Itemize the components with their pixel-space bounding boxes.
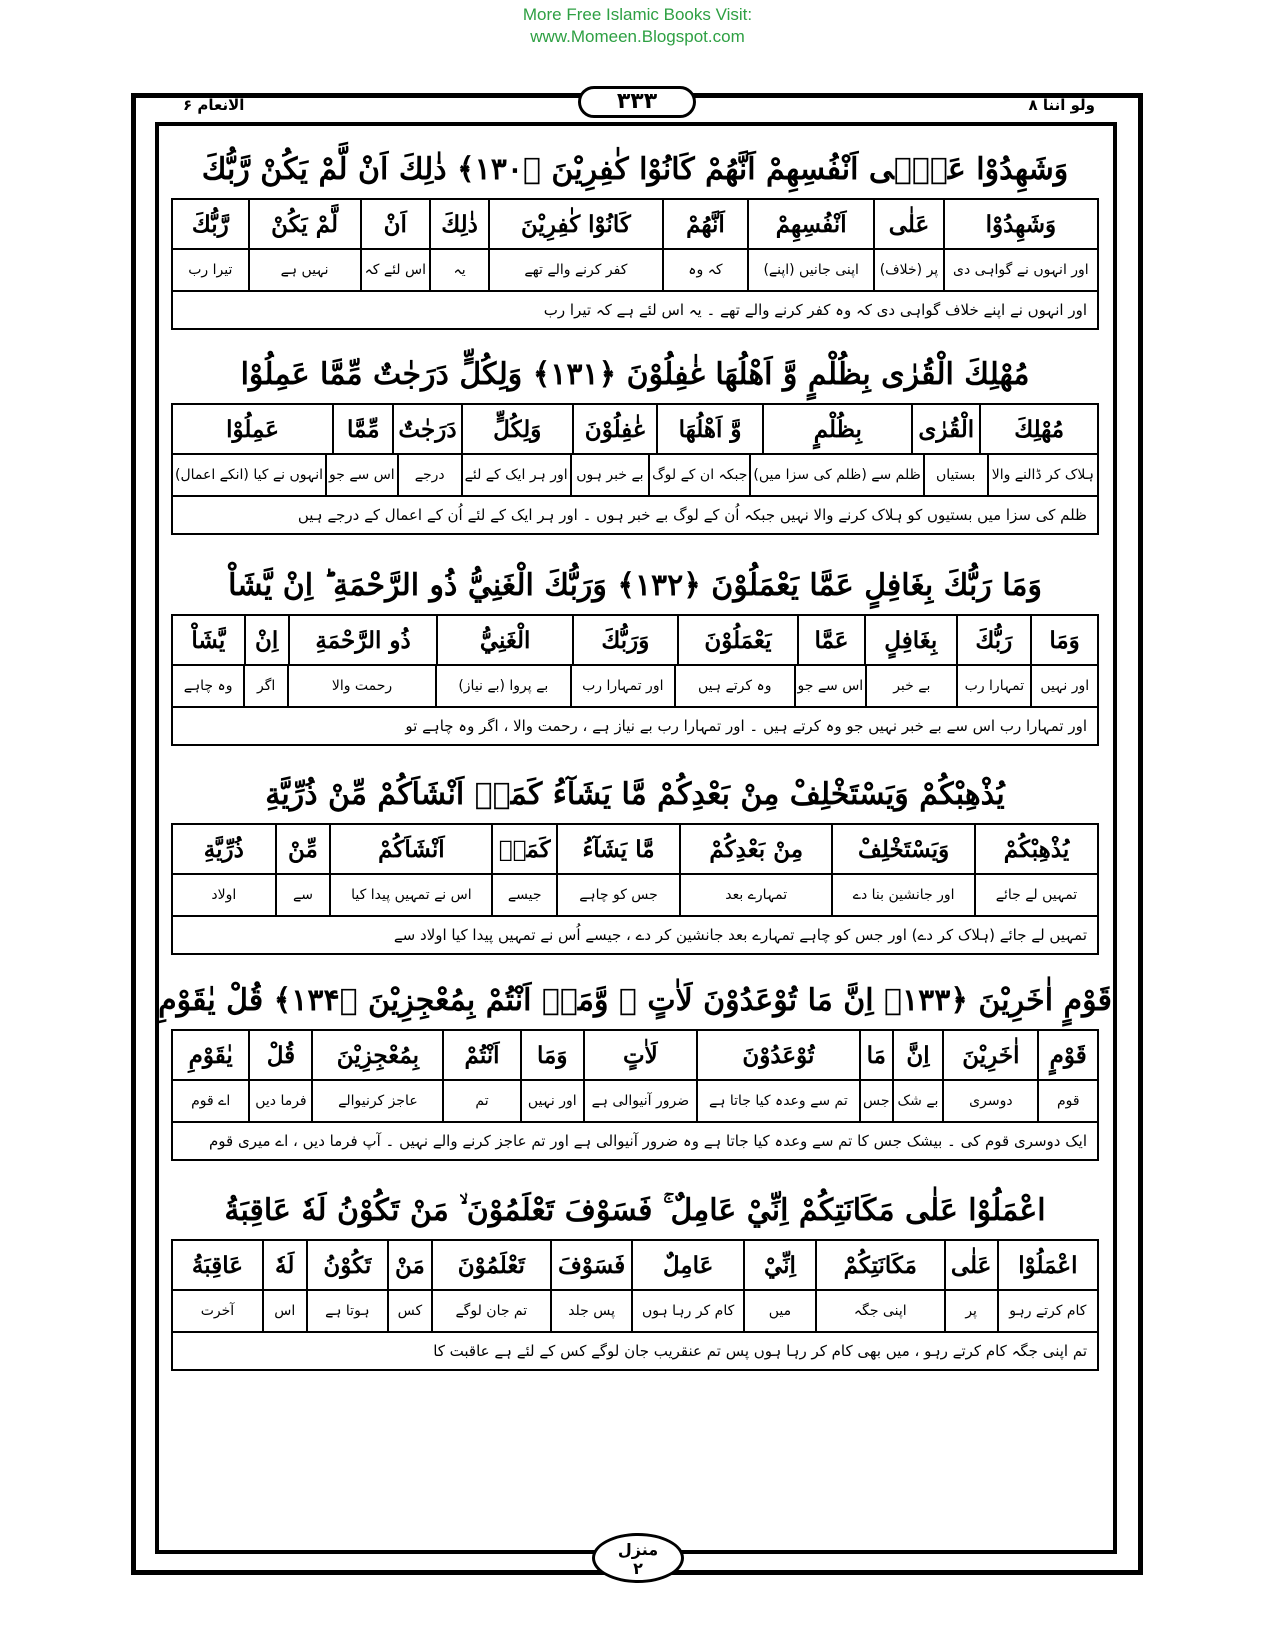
arabic-word-cell: مَكَانَتِكُمْ: [815, 1241, 944, 1289]
arabic-word-cell: فَسَوْفَ: [550, 1241, 631, 1289]
arabic-verse-line: اعْمَلُوْا عَلٰى مَكَانَتِكُمْ اِنِّيْ عَامِلٌ ۚ فَسَوْفَ تَعْلَمُوْنَ ۙ مَنْ تَكُوْنُ لَهٗ عَاقِبَةُ: [224, 1192, 1046, 1228]
promo-link[interactable]: www.Momeen.Blogspot.com: [530, 27, 745, 46]
urdu-meaning-cell: اولاد: [211, 887, 237, 903]
arabic-word-cell: يُذْهِبْكُمْ: [974, 825, 1097, 873]
verse-section: [171, 1181, 1099, 1371]
manzil-label: منزل: [617, 1540, 659, 1559]
arabic-word-cell: الْقُرٰى: [911, 405, 979, 453]
arabic-word-cell: وَمَا: [1030, 616, 1097, 664]
arabic-word-cell: مَنْ: [387, 1241, 431, 1289]
arabic-word-cell: غٰفِلُوْنَ: [572, 405, 656, 453]
urdu-meaning-cell: ہلاک کر ڈالنے والا: [987, 455, 1097, 495]
manzil-badge: [592, 1533, 684, 1583]
urdu-meaning-cell: وہ چاہے: [183, 678, 233, 694]
urdu-meaning-cell: اس سے جو: [325, 455, 397, 495]
arabic-verse-line: قَوْمٍ اٰخَرِيْنَ ﴿۱۳۳﴾ اِنَّ مَا تُوْعَدُوْنَ لَاٰتٍ ۙ وَّمَاۤ اَنْتُمْ بِمُعْجِزِيْنَ ﴿۱۳۴﴾ قُلْ يٰقَوْمِ: [158, 982, 1112, 1018]
word-by-word-table: [171, 198, 1099, 292]
arabic-word-cell: رَبُّكَ: [956, 616, 1031, 664]
arabic-word-cell: اٰخَرِيْنَ: [942, 1031, 1037, 1079]
juz-name-label: ولو اننا ۸: [1028, 96, 1095, 114]
urdu-meaning-cell: یہ: [429, 250, 488, 290]
urdu-translation-line: اور انہوں نے اپنے خلاف گواہی دی کہ وہ کفر کرنے والے تھے ۔ یہ اس لئے ہے کہ تیرا رب: [171, 292, 1099, 330]
arabic-word-cell: لَاٰتٍ: [583, 1031, 696, 1079]
urdu-translation-line: ایک دوسری قوم کی ۔ بیشک جس کا تم سے وعدہ کیا جاتا ہے وہ ضرور آنیوالی ہے اور تم عاجز کرنے والے نہیں ۔ آپ فرما دیں ، اے میری قوم: [171, 1123, 1099, 1161]
arabic-word-cell: وَمَا: [520, 1031, 583, 1079]
urdu-meaning-cell: اس: [262, 1291, 306, 1331]
arabic-word-cell: بِظُلْمٍ: [762, 405, 911, 453]
urdu-meaning-cell: درجے: [397, 455, 461, 495]
urdu-meaning-cell: اور تمہارا رب: [570, 666, 674, 706]
urdu-meaning-cell: ہوتا ہے: [306, 1291, 387, 1331]
arabic-word-cell: يَّشَاْ: [191, 626, 226, 654]
urdu-meaning-cell: تمہیں لے جائے: [974, 875, 1097, 915]
arabic-word-cell: اَنْتُمْ: [442, 1031, 519, 1079]
arabic-word-cell: اِنَّ: [892, 1031, 943, 1079]
urdu-meaning-cell: جیسے: [491, 875, 556, 915]
arabic-word-cell: مَا: [859, 1031, 892, 1079]
arabic-word-cell: عَاقِبَةُ: [191, 1251, 243, 1279]
urdu-meaning-cell: پر: [944, 1291, 997, 1331]
surah-name-label: الانعام ۶: [183, 96, 245, 114]
arabic-word-cell: اَنْفُسِهِمْ: [747, 200, 873, 248]
urdu-meaning-cell: تمہارے بعد: [679, 875, 831, 915]
arabic-word-cell: وَّ اَهْلُهَا: [656, 405, 763, 453]
arabic-word-cell: اَنْ: [360, 200, 430, 248]
urdu-meaning-cell: اے قوم: [191, 1093, 231, 1109]
urdu-meaning-cell: انہوں نے کیا (انکے اعمال): [175, 467, 323, 483]
urdu-translation-line: تمہیں لے جائے (ہلاک کر دے) اور جس کو چاہے تمہارے بعد جانشین کر دے ، جیسے اُس نے تمہیں پیدا کیا اولاد سے: [171, 917, 1099, 955]
urdu-meaning-cell: فرما دیں: [248, 1081, 311, 1121]
urdu-meaning-cell: اپنی جانیں (اپنے): [747, 250, 873, 290]
urdu-meaning-cell: نہیں ہے: [248, 250, 360, 290]
urdu-meaning-cell: وہ کرتے ہیں: [674, 666, 794, 706]
arabic-word-cell: مِنْ بَعْدِكُمْ: [679, 825, 831, 873]
arabic-word-cell: كَانُوْا كٰفِرِيْنَ: [488, 200, 662, 248]
arabic-word-cell: بِغَافِلٍ: [864, 616, 956, 664]
promo-line-1: More Free Islamic Books Visit:: [522, 5, 753, 24]
promo-banner: [0, 4, 1275, 48]
urdu-meaning-cell: قوم: [1037, 1081, 1097, 1121]
arabic-word-cell: ذٰلِكَ: [429, 200, 488, 248]
arabic-word-cell: عَلٰى: [873, 200, 943, 248]
word-by-word-table: [171, 1029, 1099, 1123]
urdu-meaning-cell: دوسری: [942, 1081, 1037, 1121]
urdu-meaning-cell: جس: [859, 1081, 892, 1121]
urdu-meaning-cell: اس سے جو: [794, 666, 866, 706]
arabic-word-cell: تَكُوْنُ: [306, 1241, 387, 1289]
urdu-meaning-cell: تیرا رب: [188, 262, 233, 278]
arabic-word-cell: يٰقَوْمِ: [188, 1041, 233, 1069]
urdu-meaning-cell: پر (خلاف): [873, 250, 943, 290]
arabic-word-cell: اِنْ: [244, 616, 288, 664]
urdu-meanings-row: [173, 1081, 1097, 1121]
urdu-meaning-cell: اور جانشین بنا دے: [831, 875, 974, 915]
arabic-word-cell: دَرَجٰتٌ: [392, 405, 460, 453]
urdu-meaning-cell: بے شک: [892, 1081, 943, 1121]
urdu-meanings-row: [173, 666, 1097, 706]
page-number-badge: ۳۳۳: [578, 86, 696, 118]
urdu-meaning-cell: بستیاں: [923, 455, 987, 495]
arabic-word-cell: مُهْلِكَ: [979, 405, 1097, 453]
word-by-word-table: [171, 614, 1099, 708]
arabic-verse-line: وَشَهِدُوْا عَلٰۤى اَنْفُسِهِمْ اَنَّهُمْ كَانُوْا كٰفِرِيْنَ ﴿۱۳۰﴾ ذٰلِكَ اَنْ لَّمْ يَكُنْ رَّبُّكَ: [201, 151, 1069, 187]
urdu-meaning-cell: بے خبر ہوں: [570, 455, 648, 495]
arabic-verse-line: مُهْلِكَ الْقُرٰى بِظُلْمٍ وَّ اَهْلُهَا غٰفِلُوْنَ ﴿۱۳۱﴾ وَلِكُلٍّ دَرَجٰتٌ مِّمَّا عَمِلُوْا: [240, 356, 1030, 392]
urdu-meanings-row: [173, 875, 1097, 915]
arabic-verse-line: يُذْهِبْكُمْ وَيَسْتَخْلِفْ مِنْ بَعْدِكُمْ مَّا يَشَآءُ كَمَاۤ اَنْشَاَكُمْ مِّنْ ذُرِّيَّةِ: [265, 776, 1005, 812]
urdu-meaning-cell: اس نے تمہیں پیدا کیا: [329, 875, 491, 915]
urdu-meaning-cell: کہ وہ: [662, 250, 747, 290]
urdu-meaning-cell: سے: [275, 875, 330, 915]
verse-section: [171, 556, 1099, 746]
urdu-meanings-row: [173, 455, 1097, 495]
arabic-word-cell: اعْمَلُوْا: [997, 1241, 1097, 1289]
arabic-words-row: [173, 1241, 1097, 1291]
urdu-meaning-cell: اور ہر ایک کے لئے: [461, 455, 570, 495]
arabic-word-cell: ذُرِّيَّةِ: [203, 835, 244, 863]
arabic-word-cell: يَعْمَلُوْنَ: [677, 616, 797, 664]
arabic-word-cell: وَلِكُلٍّ: [461, 405, 573, 453]
arabic-word-cell: عَمَّا: [797, 616, 864, 664]
urdu-meaning-cell: تمہارا رب: [956, 666, 1030, 706]
arabic-words-row: [173, 405, 1097, 455]
arabic-word-cell: لَهٗ: [262, 1241, 306, 1289]
arabic-words-row: [173, 616, 1097, 666]
urdu-meaning-cell: اور انہوں نے گواہی دی: [943, 250, 1097, 290]
arabic-word-cell: مِّمَّا: [332, 405, 392, 453]
verse-section: [171, 765, 1099, 955]
urdu-meaning-cell: عاجز کرنیوالے: [311, 1081, 442, 1121]
urdu-meaning-cell: اس لئے کہ: [360, 250, 430, 290]
arabic-word-cell: لَّمْ يَكُنْ: [248, 200, 360, 248]
verse-section: [158, 971, 1112, 1161]
urdu-meanings-row: [173, 250, 1097, 290]
word-by-word-table: [171, 403, 1099, 497]
urdu-meaning-cell: بے پروا (بے نیاز): [435, 666, 570, 706]
arabic-word-cell: تَعْلَمُوْنَ: [431, 1241, 550, 1289]
arabic-word-cell: عَمِلُوْا: [226, 415, 280, 443]
arabic-words-row: [173, 825, 1097, 875]
arabic-word-cell: مَّا يَشَآءُ: [556, 825, 679, 873]
urdu-meaning-cell: تم جان لوگے: [431, 1291, 550, 1331]
urdu-meaning-cell: اگر: [243, 666, 287, 706]
urdu-translation-line: اور تمہارا رب اس سے بے خبر نہیں جو وہ کرتے ہیں ۔ اور تمہارا رب بے نیاز ہے ، رحمت والا ، اگر وہ چاہے تو: [171, 708, 1099, 746]
arabic-words-row: [173, 1031, 1097, 1081]
arabic-word-cell: قَوْمٍ: [1037, 1031, 1097, 1079]
urdu-meaning-cell: اور نہیں: [1030, 666, 1097, 706]
urdu-meaning-cell: کس: [387, 1291, 431, 1331]
urdu-meaning-cell: رحمت والا: [287, 666, 435, 706]
urdu-translation-line: تم اپنی جگہ کام کرتے رہو ، میں بھی کام کر رہا ہوں پس تم عنقریب جان لوگے کس کے لئے ہے عاقبت کا: [171, 1333, 1099, 1371]
arabic-word-cell: تُوْعَدُوْنَ: [696, 1031, 859, 1079]
urdu-meaning-cell: اور نہیں: [520, 1081, 583, 1121]
arabic-word-cell: وَيَسْتَخْلِفْ: [831, 825, 974, 873]
urdu-meanings-row: [173, 1291, 1097, 1331]
arabic-word-cell: الْغَنِيُّ: [436, 616, 571, 664]
urdu-meaning-cell: بے خبر: [865, 666, 956, 706]
arabic-word-cell: عَلٰى: [944, 1241, 997, 1289]
arabic-word-cell: رَّبُّكَ: [191, 210, 229, 238]
verse-section: [171, 345, 1099, 535]
arabic-word-cell: اَنَّهُمْ: [662, 200, 747, 248]
arabic-words-row: [173, 200, 1097, 250]
urdu-meaning-cell: پس جلد: [550, 1291, 631, 1331]
urdu-meaning-cell: اپنی جگہ: [815, 1291, 944, 1331]
urdu-meaning-cell: جس کو چاہے: [556, 875, 679, 915]
arabic-word-cell: ذُو الرَّحْمَةِ: [288, 616, 437, 664]
arabic-word-cell: وَرَبُّكَ: [572, 616, 677, 664]
arabic-word-cell: اَنْشَاَكُمْ: [329, 825, 491, 873]
urdu-meaning-cell: تم: [442, 1081, 519, 1121]
arabic-verse-line: وَمَا رَبُّكَ بِغَافِلٍ عَمَّا يَعْمَلُوْنَ ﴿۱۳۲﴾ وَرَبُّكَ الْغَنِيُّ ذُو الرَّحْمَةِ ؕ اِنْ يَّشَاْ: [228, 567, 1042, 603]
urdu-meaning-cell: کفر کرنے والے تھے: [488, 250, 662, 290]
urdu-meaning-cell: میں: [743, 1291, 815, 1331]
urdu-meaning-cell: کام کر رہا ہوں: [631, 1291, 743, 1331]
urdu-meaning-cell: ضرور آنیوالی ہے: [583, 1081, 696, 1121]
arabic-word-cell: اِنِّيْ: [743, 1241, 815, 1289]
verse-section: [171, 140, 1099, 330]
urdu-meaning-cell: ظلم سے (ظلم کی سزا میں): [749, 455, 922, 495]
arabic-word-cell: قُلْ: [248, 1031, 311, 1079]
urdu-meaning-cell: تم سے وعدہ کیا جاتا ہے: [696, 1081, 859, 1121]
arabic-word-cell: بِمُعْجِزِيْنَ: [311, 1031, 442, 1079]
urdu-translation-line: ظلم کی سزا میں بستیوں کو ہلاک کرنے والا نہیں جبکہ اُن کے لوگ بے خبر ہوں ۔ اور ہر ایک کے لئے اُن کے اعمال کے درجے ہیں: [171, 497, 1099, 535]
urdu-meaning-cell: کام کرتے رہو: [997, 1291, 1097, 1331]
arabic-word-cell: كَمَاۤ: [491, 825, 556, 873]
arabic-word-cell: مِّنْ: [275, 825, 330, 873]
word-by-word-table: [171, 1239, 1099, 1333]
arabic-word-cell: عَامِلٌ: [631, 1241, 743, 1289]
urdu-meaning-cell: آخرت: [200, 1303, 235, 1319]
urdu-meaning-cell: جبکہ ان کے لوگ: [648, 455, 749, 495]
arabic-word-cell: وَشَهِدُوْا: [943, 200, 1097, 248]
word-by-word-table: [171, 823, 1099, 917]
manzil-number: ۲: [633, 1559, 643, 1578]
